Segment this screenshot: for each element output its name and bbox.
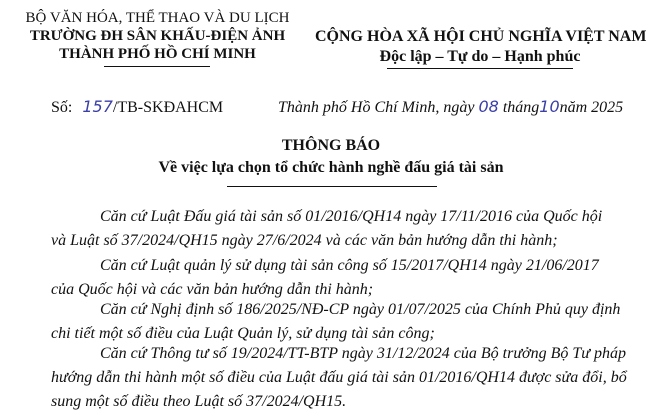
notice-subject: Về việc lựa chọn tổ chức hành nghề đấu giá tài sản xyxy=(158,159,504,176)
issue-date xyxy=(278,97,623,117)
date-middle: tháng xyxy=(502,99,540,116)
document-number-handwritten: 157 xyxy=(82,97,113,116)
country-name: CỘNG HÒA XÃ HỘI CHỦ NGHĨA VIỆT NAM xyxy=(315,28,647,45)
left-header-underline xyxy=(104,66,210,67)
day-handwritten: 08 xyxy=(478,97,499,116)
paragraph-1-line1: Căn cứ Luật Đấu giá tài sản số 01/2016/QH14 ngày 17/11/2016 của Quốc hội xyxy=(100,208,603,225)
document-number-prefix: Số: xyxy=(51,99,73,116)
paragraph-1 xyxy=(51,205,631,253)
paragraph-4-line2: hướng dẫn thi hành một số điều của Luật đấu giá tài sản 01/2016/QH14 được sửa đổi, bổ xyxy=(51,369,627,386)
paragraph-3-line2: chi tiết một số điều của Luật Quản lý, sử dụng tài sản công; xyxy=(51,325,435,342)
date-prefix: Thành phố Hồ Chí Minh, ngày xyxy=(278,99,475,116)
paragraph-3-line1: Căn cứ Nghị định số 186/2025/NĐ-CP ngày 01/07/2025 của Chính Phủ quy định xyxy=(100,301,621,318)
school-name-line2: THÀNH PHỐ HỒ CHÍ MINH xyxy=(59,46,256,62)
motto-underline xyxy=(387,68,573,69)
paragraph-4-line1: Căn cứ Thông tư số 19/2024/TT-BTP ngày 31/12/2024 của Bộ trưởng Bộ Tư pháp xyxy=(100,345,626,362)
ministry-name: BỘ VĂN HÓA, THỂ THAO VÀ DU LỊCH xyxy=(25,10,290,26)
document-number-suffix: /TB-SKĐAHCM xyxy=(112,99,224,116)
paragraph-2-line2: của Quốc hội và các văn bản hướng dẫn thi hành; xyxy=(51,281,374,298)
subject-underline xyxy=(227,186,437,187)
month-handwritten: 10 xyxy=(539,97,560,116)
paragraph-4-line3: sung một số điều theo Luật số 37/2024/QH15. xyxy=(51,393,347,410)
date-suffix: năm 2025 xyxy=(559,99,624,116)
paragraph-4 xyxy=(51,342,631,414)
paragraph-2-line1: Căn cứ Luật quản lý sử dụng tài sản công số 15/2017/QH14 ngày 21/06/2017 xyxy=(100,257,599,274)
paragraph-3 xyxy=(51,298,631,346)
paragraph-1-line2: và Luật số 37/2024/QH15 ngày 27/6/2024 và các văn bản hướng dẫn thi hành; xyxy=(51,232,558,249)
notice-heading: THÔNG BÁO xyxy=(281,137,381,154)
school-name-line1: TRƯỜNG ĐH SÂN KHẤU-ĐIỆN ẢNH xyxy=(29,28,286,44)
paragraph-2 xyxy=(51,254,631,302)
document-number xyxy=(51,97,223,117)
national-motto: Độc lập – Tự do – Hạnh phúc xyxy=(379,48,581,65)
